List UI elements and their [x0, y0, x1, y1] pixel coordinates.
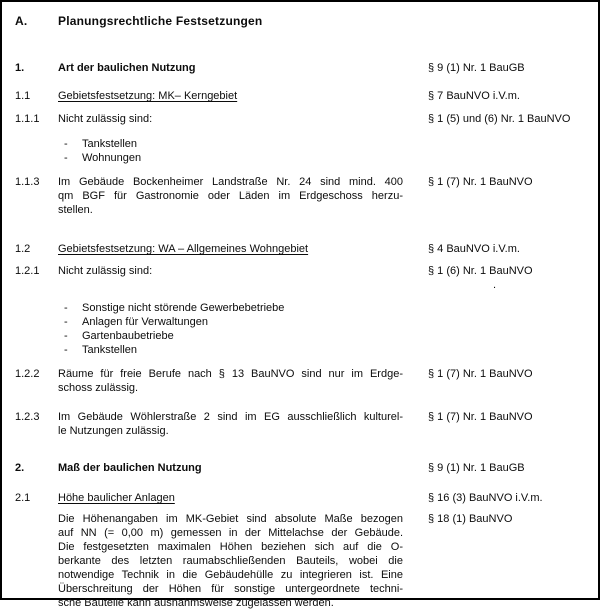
dash-bullet: - [64, 344, 68, 356]
clause-number: 1.2.1 [15, 265, 40, 277]
clause-line: le Nutzungen zulässig. [58, 425, 169, 437]
clause-number: 1.2.2 [15, 368, 40, 380]
clause-line: sche Bauteile kann ausnahmsweise zugelassen werden. [58, 597, 334, 609]
clause-row-1-2-1 [15, 264, 594, 292]
legal-reference: § 18 (1) BauNVO [428, 513, 513, 525]
legal-reference [403, 264, 594, 292]
clause-line: Im Gebäude Wöhlerstraße 2 sind im EG ausschließlich kulturel- [58, 411, 403, 423]
section-title: Art der baulichen Nutzung [58, 62, 196, 74]
bullet-items [58, 137, 403, 165]
dash-bullet: - [64, 316, 68, 328]
list-item-label: Gartenbaubetriebe [82, 330, 174, 342]
section-title: Maß der baulichen Nutzung [58, 462, 202, 474]
clause-number: 1.1.1 [15, 113, 40, 125]
bullet-list-1-1-1 [15, 137, 594, 165]
clause-text [58, 175, 403, 217]
bullet-items [58, 301, 403, 357]
list-item-label: Sonstige nicht störende Gewerbebetriebe [82, 302, 285, 314]
dash-bullet: - [64, 152, 68, 164]
list-item-label: Anlagen für Verwaltungen [82, 316, 208, 328]
subsection-row-2-1 [15, 491, 594, 505]
legal-reference: § 7 BauNVO i.V.m. [428, 90, 520, 102]
bullet-list-1-2-1 [15, 301, 594, 357]
subsection-heading: Höhe baulicher Anlagen [58, 492, 175, 504]
subsection-heading: Gebietsfestsetzung: WA – Allgemeines Wohngebiet [58, 243, 309, 255]
clause-line: schoss zulässig. [58, 382, 139, 394]
section-heading-row-2 [15, 461, 594, 475]
clause-text [58, 367, 403, 395]
clause-row-2-1-body [15, 512, 594, 610]
stray-period-mark: . [493, 279, 497, 291]
subsection-number: 2.1 [15, 492, 31, 504]
legal-reference: § 9 (1) Nr. 1 BauGB [428, 462, 525, 474]
clause-row-1-2-3 [15, 410, 594, 438]
clause-row-1-1-1 [15, 112, 594, 126]
list-item-label: Tankstellen [82, 138, 138, 150]
legal-reference: § 16 (3) BauNVO i.V.m. [428, 492, 543, 504]
dash-bullet: - [64, 302, 68, 314]
part-number: A. [15, 14, 28, 28]
list-item [58, 137, 403, 151]
list-item-label: Wohnungen [82, 152, 142, 164]
subsection-number: 1.2 [15, 243, 31, 255]
section-number: 2. [15, 462, 25, 474]
part-heading-row [15, 14, 594, 28]
legal-reference: § 1 (7) Nr. 1 BauNVO [428, 411, 533, 423]
legal-reference: § 1 (7) Nr. 1 BauNVO [428, 176, 533, 188]
clause-line: stellen. [58, 204, 93, 216]
dash-bullet: - [64, 138, 68, 150]
list-item [58, 315, 403, 329]
section-number: 1. [15, 62, 25, 74]
legal-reference: § 1 (5) und (6) Nr. 1 BauNVO [428, 113, 571, 125]
clause-line: qm BGF für Gastronomie oder Läden im Erdgeschoss herzu- [58, 190, 403, 202]
list-item [58, 301, 403, 315]
legal-reference: § 1 (7) Nr. 1 BauNVO [428, 368, 533, 380]
clause-text [58, 410, 403, 438]
clause-line: Im Gebäude Bockenheimer Landstraße Nr. 24 sind mind. 400 [58, 176, 403, 188]
clause-text [58, 512, 403, 610]
clause-line: notwendige Technik in die Gebäudehülle zu integrieren ist. Eine [58, 569, 403, 581]
list-item [58, 343, 403, 357]
legal-reference-text: § 1 (6) Nr. 1 BauNVO [428, 265, 533, 277]
legal-reference: § 4 BauNVO i.V.m. [428, 243, 520, 255]
section-heading-row-1 [15, 61, 594, 75]
list-item [58, 151, 403, 165]
clause-line: Räume für freie Berufe nach § 13 BauNVO sind nur im Erdge- [58, 368, 403, 380]
clause-text: Nicht zulässig sind: [58, 265, 153, 277]
clause-number: 1.2.3 [15, 411, 40, 423]
subsection-number: 1.1 [15, 90, 31, 102]
subsection-heading: Gebietsfestsetzung: MK– Kerngebiet [58, 90, 238, 102]
clause-row-1-2-2 [15, 367, 594, 395]
legal-reference: § 9 (1) Nr. 1 BauGB [428, 62, 525, 74]
part-title: Planungsrechtliche Festsetzungen [58, 14, 263, 28]
clause-line: auf NN (= 0,00 m) gemessen in der Mittelachse der Gebäude. [58, 527, 403, 539]
clause-text: Nicht zulässig sind: [58, 113, 153, 125]
dash-bullet: - [64, 330, 68, 342]
list-item [58, 329, 403, 343]
list-item-label: Tankstellen [82, 344, 138, 356]
clause-line: Die festgesetzten maximalen Höhen beziehen sich auf die O- [58, 541, 403, 553]
clause-number: 1.1.3 [15, 176, 40, 188]
clause-line: Überschreitung der Höhen für sonstige untergeordnete techni- [58, 583, 403, 595]
clause-line: Die Höhenangaben im MK-Gebiet sind absolute Maße bezogen [58, 513, 403, 525]
clause-line: berkante des letzten raumabschließenden Bauteils, wobei die [58, 555, 403, 567]
subsection-row-1-1 [15, 89, 594, 103]
subsection-row-1-2 [15, 242, 594, 256]
clause-row-1-1-3 [15, 175, 594, 217]
